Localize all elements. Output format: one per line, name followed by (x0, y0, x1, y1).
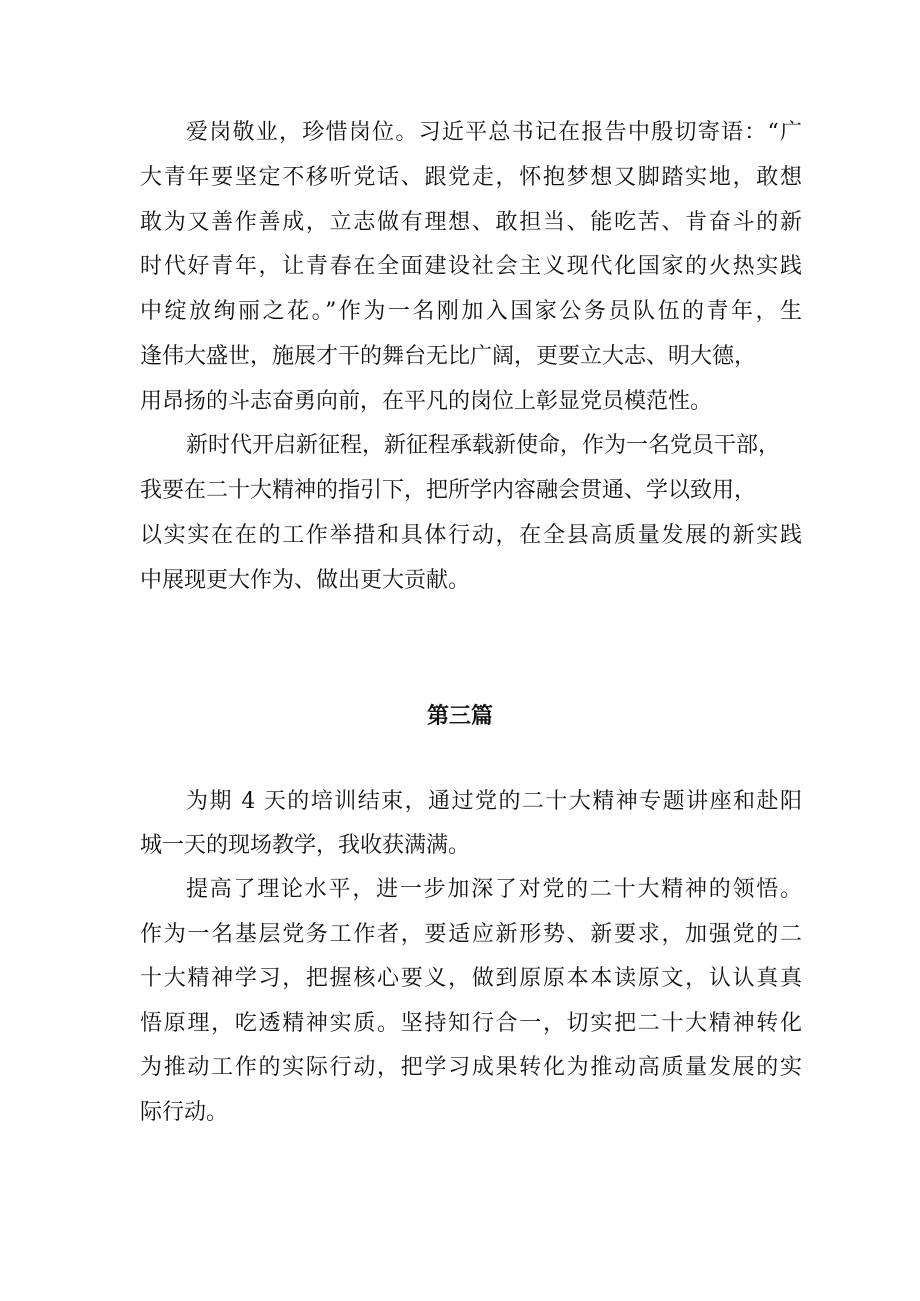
text-line: 为推动工作的实际行动，把学习成果转化为推动高质量发展的实 (140, 1055, 802, 1080)
text-line: 作为一名基层党务工作者，要适应新形势、新要求，加强党的二 (140, 922, 802, 947)
text-line: 际行动。 (140, 1100, 229, 1125)
text-line: 逢伟大盛世，施展才干的舞台无比广阔，更要立大志、明大德， (140, 344, 757, 369)
text-line: 大青年要坚定不移听党话、跟党走，怀抱梦想又脚踏实地，敢想 (140, 165, 802, 190)
text-line: 中展现更大作为、做出更大贡献。 (140, 568, 471, 593)
text-line: 悟原理，吃透精神实质。坚持知行合一，切实把二十大精神转化 (140, 1011, 802, 1036)
text-line: 新时代开启新征程，新征程承载新使命，作为一名党员干部， (186, 433, 781, 458)
text-line: 以实实在在的工作举措和具体行动，在全县高质量发展的新实践 (140, 523, 802, 548)
text-line: 用昂扬的斗志奋勇向前，在平凡的岗位上彰显党员模范性。 (140, 389, 713, 414)
text-line: 敢为又善作善成，立志做有理想、敢担当、能吃苦、肯奋斗的新 (140, 210, 802, 235)
section-title: 第三篇 (426, 704, 493, 729)
text-line: 爱岗敬业，珍惜岗位。习近平总书记在报告中殷切寄语：“广 (186, 120, 802, 145)
text-line: 城一天的现场教学，我收获满满。 (140, 833, 471, 858)
text-line: 中绽放绚丽之花。”作为一名刚加入国家公务员队伍的青年，生 (140, 299, 802, 324)
text-line: 为期 4 天的培训结束，通过党的二十大精神专题讲座和赴阳 (186, 789, 802, 814)
text-line: 我要在二十大精神的指引下，把所学内容融会贯通、学以致用， (140, 478, 757, 503)
text-line: 十大精神学习，把握核心要义，做到原原本本读原文，认认真真 (140, 966, 802, 991)
text-line: 提高了理论水平，进一步加深了对党的二十大精神的领悟。 (186, 877, 802, 902)
text-line: 时代好青年，让青春在全面建设社会主义现代化国家的火热实践 (140, 254, 802, 279)
